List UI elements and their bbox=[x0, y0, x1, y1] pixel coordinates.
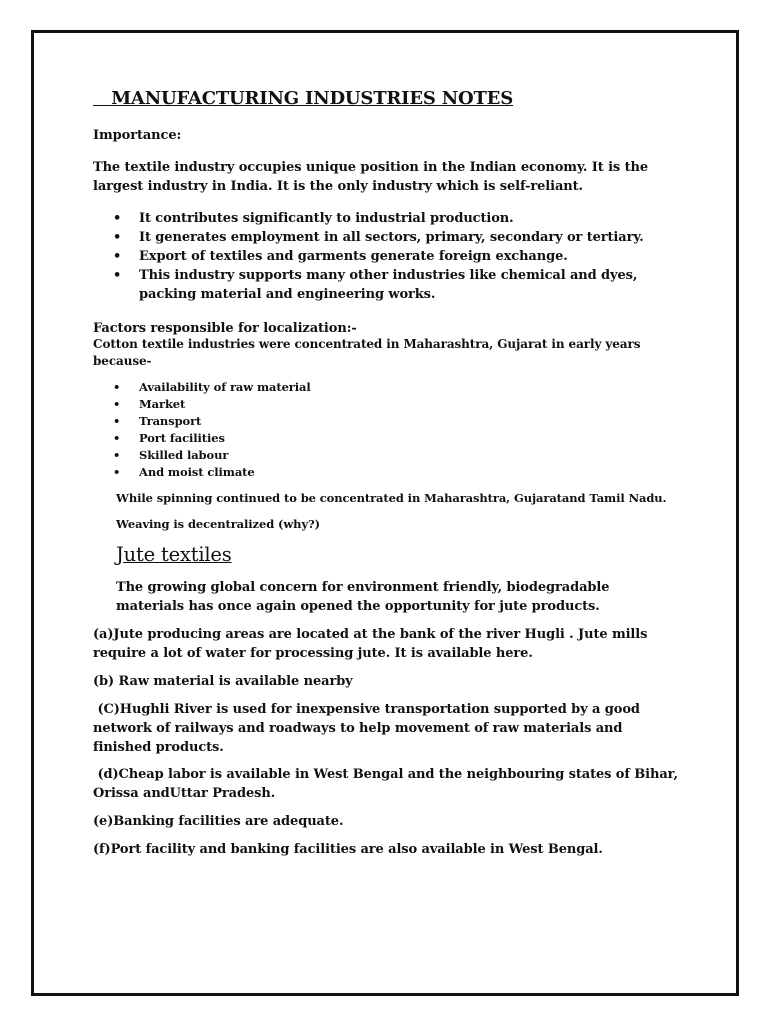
factors-intro: Cotton textile industries were concentrated in Maharashtra, Gujarat in early years because- bbox=[93, 337, 641, 368]
bullet-icon: • bbox=[113, 211, 122, 226]
jute-point-a: (a)Jute producing areas are located at the bank of the river Hugli . Jute mills require a lot of water for processing jute. It is available here. bbox=[93, 627, 648, 661]
bullet-icon: • bbox=[113, 448, 121, 462]
spinning-note: While spinning continued to be concentrated in Maharashtra, Gujaratand Tamil Nadu. bbox=[116, 491, 667, 505]
weaving-note: Weaving is decentralized (why?) bbox=[116, 517, 321, 531]
list-item: • Market bbox=[113, 397, 186, 411]
jute-point-b: (b) Raw material is available nearby bbox=[93, 674, 353, 689]
list-item: • Port facilities bbox=[113, 431, 225, 445]
bullet-icon: • bbox=[113, 414, 121, 428]
jute-point-e: (e)Banking facilities are adequate. bbox=[93, 814, 344, 829]
jute-point-d: (d)Cheap labor is available in West Bengal and the neighbouring states of Bihar, Orissa andUttar Pradesh. bbox=[93, 767, 683, 801]
list-item: • This industry supports many other industries like chemical and dyes, packing material and engineering works. bbox=[113, 268, 638, 302]
bullet-icon: • bbox=[113, 397, 121, 411]
importance-heading: Importance: bbox=[93, 128, 182, 143]
list-item: • It generates employment in all sectors, primary, secondary or tertiary. bbox=[113, 230, 644, 245]
list-item: • And moist climate bbox=[113, 465, 255, 479]
jute-point-c: (C)Hughli River is used for inexpensive transportation supported by a good network of railways and roadways to help movement of raw materials and finished products. bbox=[93, 702, 645, 755]
list-item: • Transport bbox=[113, 414, 202, 428]
intro-paragraph: The textile industry occupies unique position in the Indian economy. It is the largest industry in India. It is the only industry which is self-reliant. bbox=[93, 160, 649, 194]
bullet-icon: • bbox=[113, 380, 121, 394]
bullet-icon: • bbox=[113, 249, 122, 264]
importance-list bbox=[93, 209, 653, 304]
bullet-icon: • bbox=[113, 268, 122, 283]
jute-heading: Jute textiles bbox=[116, 543, 232, 566]
factors-list bbox=[93, 379, 593, 481]
bullet-icon: • bbox=[113, 230, 122, 245]
bullet-icon: • bbox=[113, 465, 121, 479]
list-item: • Skilled labour bbox=[113, 448, 229, 462]
jute-point-f: (f)Port facility and banking facilities are also available in West Bengal. bbox=[93, 842, 603, 857]
list-item: • It contributes significantly to industrial production. bbox=[113, 211, 514, 226]
bullet-icon: • bbox=[113, 431, 121, 445]
list-item: • Export of textiles and garments generate foreign exchange. bbox=[113, 249, 568, 264]
document-title: MANUFACTURING INDUSTRIES NOTES bbox=[93, 88, 514, 109]
factors-heading: Factors responsible for localization:- bbox=[93, 321, 357, 336]
list-item: • Availability of raw material bbox=[113, 380, 311, 394]
jute-intro: The growing global concern for environment friendly, biodegradable materials has once again opened the opportunity for jute products. bbox=[116, 580, 610, 614]
